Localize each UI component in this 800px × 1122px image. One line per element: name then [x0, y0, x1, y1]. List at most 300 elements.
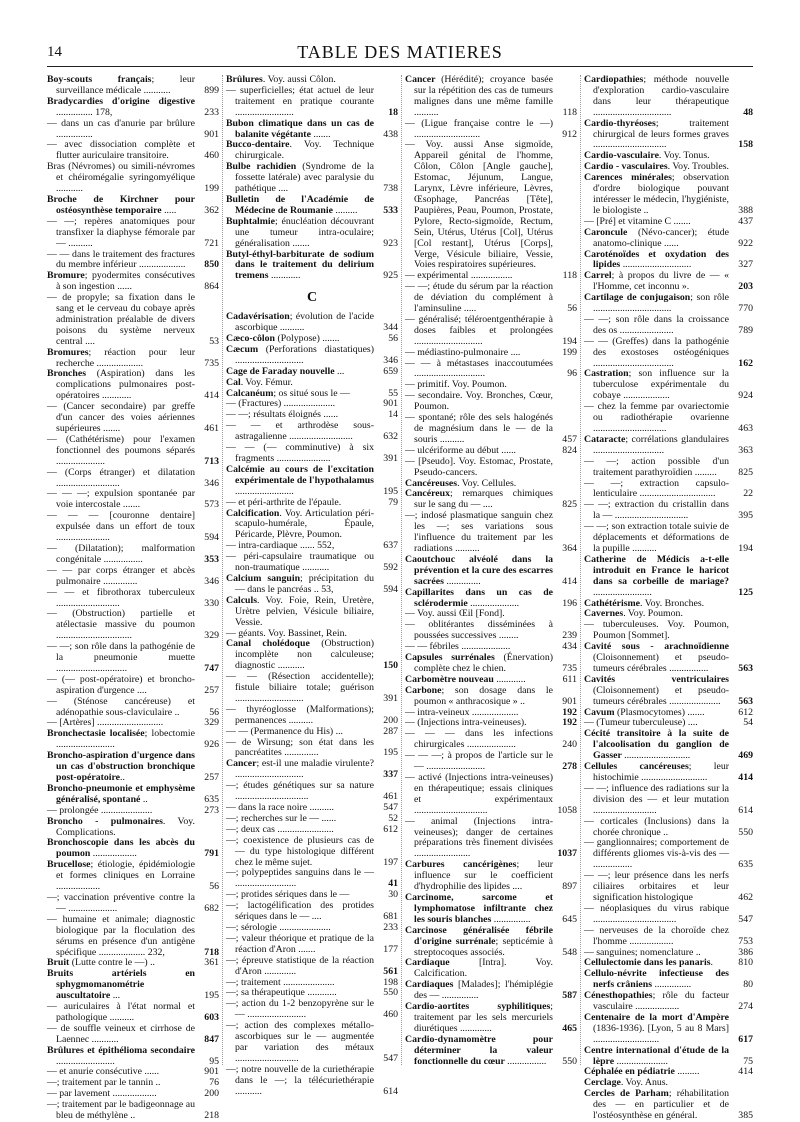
index-entry-page: 195	[383, 485, 398, 497]
index-entry	[226, 639, 398, 672]
index-entry-text: — (Obstruction) partielle et atélectasie massive du poumon ...............................	[47, 608, 195, 642]
index-entry-page: 75	[743, 1055, 753, 1067]
index-entry-text: — (Dilatation); malformation congénitale ................	[47, 542, 195, 565]
index-entry-text: Cal. Voy. Fémur.	[226, 376, 293, 388]
index-entry	[47, 751, 219, 784]
index-entry-text: Bronchoscopie dans les abcès du poumon ..................	[47, 837, 195, 860]
index-entry-text: Céphalée en pédiatrie .........	[584, 1066, 700, 1078]
index-entry	[584, 1046, 753, 1068]
index-entry	[226, 250, 398, 283]
index-entry	[584, 620, 753, 642]
index-entry	[584, 675, 753, 708]
index-entry	[584, 926, 753, 948]
index-entry-page: 547	[383, 1052, 398, 1064]
index-entry-page: 55	[388, 387, 398, 399]
index-entry	[226, 465, 398, 498]
index-entry-text: — (Fractures) .....................	[226, 398, 336, 410]
index-entry-text: Centre international d'étude de la lèpre .....................	[584, 1044, 729, 1067]
index-entry-text: —; protides sériques dans le —	[226, 889, 350, 901]
index-column-3	[405, 75, 577, 1065]
index-entry	[226, 119, 398, 141]
index-entry	[226, 140, 398, 162]
index-entry	[405, 391, 577, 413]
index-entry-page: 635	[738, 859, 753, 871]
index-entry-page: 789	[738, 324, 753, 336]
index-entry-text: —; études génétiques sur sa nature ..............................	[226, 780, 374, 803]
index-entry	[584, 75, 753, 119]
index-entry-text: Cardio-vasculaire. Voy. Tonus.	[584, 150, 710, 162]
index-entry-text: Cardio-aortites syphilitiques; traitement par les sels mercuriels diurétiques .............	[405, 1001, 553, 1034]
index-entry-page: 76	[209, 1077, 219, 1089]
index-entry-page: 547	[738, 913, 753, 925]
index-entry-text: Cavum (Plasmocytomes) .......	[584, 706, 705, 718]
index-entry-page: 901	[204, 1066, 219, 1078]
index-entry-text: Cécité transitoire à la suite de l'alcoolisation du ganglion de Gasser ...........................	[584, 728, 729, 762]
index-entry-text: Cancer (Hérédité); croyance basée sur la répétition des cas de tumeurs malignes dans une même famille ..........	[405, 74, 553, 118]
index-entry	[47, 369, 219, 402]
index-entry	[584, 555, 753, 599]
index-entry-page: 52	[388, 812, 398, 824]
column-separator	[580, 75, 582, 1065]
index-entry-text: — ganglionnaires; comportement de différents gliomes vis-à-vis des — ................	[584, 837, 729, 871]
index-entry-text: Carbures cancérigènes; leur influence sur le coefficient d'hydrophilie des lipides ....	[405, 859, 553, 893]
index-entry-page: 162	[738, 357, 753, 369]
index-entry	[226, 781, 398, 803]
index-entry-page: 14	[388, 409, 398, 421]
index-entry	[584, 402, 753, 435]
index-entry	[47, 271, 219, 293]
index-entry-text: —; indosé plasmatique sanguin chez les —; ses variations sous l'influence du traitement par les radiations ..........	[405, 510, 553, 554]
index-entry	[47, 893, 219, 915]
index-entry	[405, 555, 577, 588]
index-entry-text: — —; leur présence dans les nerfs ciliaires orbitaires et leur signification histologique	[584, 870, 729, 903]
index-entry-page: 926	[204, 739, 219, 751]
index-entry-page: 533	[383, 204, 398, 216]
index-entry	[47, 402, 219, 435]
index-entry-page: 810	[738, 957, 753, 969]
index-entry-text: — dans la race noire ..........	[226, 802, 335, 813]
index-entry	[405, 489, 577, 511]
index-entry-text: Cardio - vasculaires. Voy. Troubles.	[584, 161, 729, 173]
index-entry-text: Brûlures et épithélioma secondaire ........................	[47, 1044, 195, 1067]
index-entry-page: 721	[204, 237, 219, 249]
index-entry	[226, 217, 398, 250]
index-entry-text: —; action des complexes métallo-ascorbiques sur le — augmentée par variation des métaux ..........................	[226, 1020, 374, 1064]
index-entry-text: — — à métastases inaccoutumées .............................	[405, 357, 553, 380]
index-entry-text: — néoplasiques du virus rabique ..................................	[584, 902, 729, 925]
index-entry-page: 587	[562, 990, 577, 1002]
index-entry-text: — — — [couronne dentaire] expulsée dans un effort de toux ......................	[47, 510, 195, 544]
index-entry-page: 330	[204, 597, 219, 609]
index-entry	[47, 1100, 219, 1122]
index-entry-page: 460	[204, 150, 219, 162]
index-entry-page: 364	[562, 542, 577, 554]
index-entry-page: 56	[209, 706, 219, 718]
index-entry	[47, 489, 219, 511]
index-entry	[405, 817, 577, 861]
index-entry	[226, 836, 398, 869]
index-entry-page: 287	[383, 725, 398, 737]
index-entry-text: Broncho-aspiration d'urgence dans un cas d'obstruction bronchique post-opératoire..	[47, 750, 195, 783]
index-entry-page: 327	[738, 259, 753, 271]
index-entry-text: Carbone; son dosage dans le poumon « anthracosique » ..	[405, 684, 553, 707]
index-entry-page: 791	[204, 848, 219, 860]
index-entry-page: 573	[204, 499, 219, 511]
index-entry-page: 414	[562, 575, 577, 587]
index-entry	[47, 697, 219, 719]
index-entry-page: 239	[562, 630, 577, 642]
index-entry-text: Cancéreuses. Voy. Cellules.	[405, 477, 517, 489]
index-entry-text: — —; son extraction totale suivie de déplacements et déformations de la pupille ..........	[584, 521, 729, 554]
index-entry-page: 912	[562, 128, 577, 140]
index-entry	[584, 271, 753, 293]
index-entry-page: 198	[383, 976, 398, 988]
index-entry-text: Bulletin de l'Académie de Médecine de Roumanie .........	[226, 193, 374, 216]
index-entry-text: Carbomètre nouveau ............	[405, 673, 526, 685]
index-entry-text: Calcanéum; os situé sous le —	[226, 387, 350, 399]
index-entry-page: 195	[383, 747, 398, 759]
index-entry-page: 196	[562, 597, 577, 609]
index-entry-page: 897	[562, 881, 577, 893]
index-entry-text: — activé (Injections intra-veineuses) en thérapeutique; essais cliniques et expérimentaux ..............................	[405, 772, 553, 816]
index-entry-page: 550	[383, 987, 398, 999]
index-entry-page: 563	[738, 695, 753, 707]
index-entry	[47, 250, 219, 272]
index-entry-text: Bromures; réaction pour leur recherche ...................	[47, 346, 195, 369]
index-entry-text: Cardiopathies; méthode nouvelle d'exploration cardio-vasculaire dans leur thérapeutique ................................	[584, 74, 729, 118]
index-entry-text: —; sérologie .....................	[226, 921, 331, 933]
index-entry	[47, 1002, 219, 1024]
index-entry-page: 847	[204, 1033, 219, 1045]
index-entry-text: — spontané; rôle des sels halogénés de magnésium dans le — de la souris ..........	[405, 412, 553, 445]
index-entry-text: — — et fibrothorax tuberculeux ..........................	[47, 586, 195, 609]
index-entry-text: — — par corps étranger et abcès pulmonaire ..............	[47, 564, 195, 587]
index-entry-text: Caoutchouc alvéolé dans la prévention et la cure des escarres sacrées ..............	[405, 553, 553, 587]
index-entry-page: 682	[204, 902, 219, 914]
index-entry-text: — (Tumeur tuberculeuse) ....	[584, 717, 698, 729]
index-entry-page: 56	[388, 333, 398, 345]
index-entry-text: Calcification. Voy. Articulation péri-scapulo-humérale, Épaule, Péricarde, Plèvre, Poumon.	[226, 507, 374, 541]
index-entry-text: Bronchectasie localisée; lobectomie ........................	[47, 728, 195, 751]
index-entry	[47, 969, 219, 1002]
index-entry-page: 461	[204, 423, 219, 434]
index-entry-text: Cellulo-névrite infectieuse des nerfs crâniens ...............	[584, 968, 729, 991]
index-entry-page: 329	[204, 717, 219, 729]
index-entry	[47, 729, 219, 751]
index-entry-text: Cellulectomie dans les panaris.	[584, 957, 713, 969]
index-entry-text: Bras (Névromes) ou simili-névromes et chéiromégalie syringomyélique ...........	[47, 161, 195, 195]
index-entry-page: 53	[209, 335, 219, 347]
index-entry-text: — généralisé; téléroentgenthérapie à doses faibles et prolongées ............................	[405, 313, 553, 347]
index-entry-page: 274	[738, 1001, 753, 1013]
index-entry-text: Caroncule (Névo-cancer); étude anatomo-clinique ......	[584, 226, 730, 249]
index-entry-page: 118	[562, 106, 577, 118]
index-entry-text: — humaine et animale; diagnostic biologique par la floculation des sérums en présence d'un antigène spécifique ................... 232,	[47, 913, 195, 958]
index-entry	[47, 675, 219, 697]
index-entry-page: 924	[738, 390, 753, 402]
index-entry-page: 463	[738, 423, 753, 434]
index-entry-page: 611	[562, 673, 577, 685]
index-entry-page: 635	[204, 793, 219, 805]
index-entry-page: 344	[383, 322, 398, 334]
index-entry-text: — —; influence des radiations sur la division des — et leur mutation ..........................	[584, 782, 729, 816]
index-entry	[47, 468, 219, 490]
index-entry-page: 414	[204, 390, 219, 402]
index-entry	[226, 901, 398, 923]
index-entry-page: 158	[738, 139, 753, 151]
index-entry	[47, 1046, 219, 1068]
index-entry-text: — Voy. aussi Œil [Fond].	[405, 608, 505, 620]
index-entry-text: — — dans le traitement des fractures du membre inférieur ...................	[47, 248, 195, 271]
index-entry-page: 864	[204, 281, 219, 293]
index-entry-text: — thyréoglosse (Malformations); permanences ..........	[226, 703, 374, 726]
index-entry-text: Caroténoïdes et oxydation des lipides ............................	[584, 248, 729, 271]
index-entry-page: 825	[738, 466, 753, 478]
index-entry-text: — de souffle veineux et cirrhose de Laennec ...........	[47, 1022, 195, 1045]
index-entry	[226, 312, 398, 334]
index-entry-text: — [Pré] et vitamine C .......	[584, 215, 691, 227]
index-entry-text: Cercles de Parham; réhabilitation des — en particulier et de l'ostéosynthèse en général.	[584, 1088, 729, 1122]
index-entry	[226, 574, 398, 596]
index-entry-page: 461	[383, 791, 398, 803]
index-entry	[405, 457, 577, 479]
index-entry	[226, 596, 398, 629]
index-entry-page: 1058	[557, 804, 577, 816]
index-entry	[47, 293, 219, 348]
index-entry-text: — [Artères] ...........................	[47, 717, 164, 729]
index-entry	[584, 784, 753, 817]
index-entry	[47, 195, 219, 217]
index-entry	[47, 140, 219, 162]
index-entry-text: — —; son rôle dans la croissance des os ......................	[584, 313, 729, 336]
index-entry-text: —; notre nouvelle de la curiethérapie dans le —; la télécuriethérapie ...........	[226, 1063, 374, 1097]
index-entry-text: — (Cancer secondaire) par greffe d'un cancer des voies aériennes supérieures .......	[47, 401, 195, 434]
index-entry-page: 901	[562, 695, 577, 707]
index-entry-page: 95	[209, 1055, 219, 1067]
index-entry-text: Cage de Faraday nouvelle ...	[226, 365, 345, 377]
index-entry	[584, 642, 753, 675]
index-entry	[47, 860, 219, 893]
index-entry-text: — avec dissociation complète et flutter auriculaire transitoire.	[47, 139, 195, 162]
index-entry-page: 257	[204, 772, 219, 783]
index-columns	[47, 74, 753, 1122]
index-entry	[226, 759, 398, 781]
index-entry	[584, 969, 753, 991]
index-entry-text: —; épreuve statistique de la réaction d'Aron .............	[226, 954, 374, 977]
index-entry-text: Cerclage. Voy. Anus.	[584, 1077, 668, 1089]
index-entry	[584, 337, 753, 370]
index-entry-text: —; traitement par le badigeonnage au bleu de méthylène ..	[47, 1099, 195, 1122]
index-entry-text: — intra-veineux ...................	[405, 706, 519, 718]
index-entry	[405, 620, 577, 642]
index-entry-text: Cardiaques [Malades]; l'hémiplégie des — ...............	[405, 979, 553, 1002]
index-entry	[226, 738, 398, 760]
index-entry-text: Cancer; est-il une maladie virulente? ............................	[226, 758, 374, 781]
index-entry-text: —; deux cas .......................	[226, 823, 334, 835]
index-entry-page: 388	[738, 204, 753, 216]
index-entry-page: 414	[738, 772, 753, 783]
index-entry-text: Carences minérales; observation d'ordre biologique pouvant intéresser le médecin, l'hygiéniste, le biologiste ..	[584, 172, 729, 216]
index-entry-text: — —; extraction capsulo-lenticulaire ...............................	[584, 477, 729, 500]
index-entry-page: 735	[562, 662, 577, 674]
index-entry-text: — auriculaires à l'état normal et pathologique ..........	[47, 1001, 195, 1023]
index-entry	[47, 915, 219, 959]
index-entry-page: 200	[383, 714, 398, 726]
index-entry-page: 550	[562, 1055, 577, 1067]
index-entry-page: 391	[383, 692, 398, 704]
index-entry-text: — —; extraction du cristallin dans la — ..............................	[584, 499, 729, 522]
index-entry-text: — oblitérantes disséminées à poussées successives ........	[405, 619, 553, 642]
index-entry-page: 278	[562, 761, 577, 773]
index-entry-page: 548	[562, 946, 577, 958]
index-entry-page: 614	[738, 804, 753, 816]
index-entry	[47, 511, 219, 544]
index-column-1	[47, 74, 219, 1122]
index-entry	[405, 926, 577, 959]
index-entry-page: 563	[738, 662, 753, 674]
index-entry-page: 240	[562, 739, 577, 751]
index-entry	[584, 838, 753, 871]
index-entry	[584, 904, 753, 926]
index-entry-page: 233	[204, 106, 219, 118]
index-entry-text: —; traitement par le tannin ..	[47, 1077, 161, 1089]
index-entry-page: 195	[204, 990, 219, 1002]
index-entry-text: Carcinome, sarcome et lymphomatose infiltrante chez les souris blanches ...............	[405, 891, 553, 925]
index-entry-page: 612	[383, 823, 398, 835]
section-letter: C	[306, 290, 318, 306]
index-entry-page: 681	[383, 911, 398, 923]
index-entry	[226, 934, 398, 956]
column-separator	[401, 75, 403, 1065]
index-entry	[405, 773, 577, 817]
index-entry-text: Capsules surrénales (Énervation) complète chez le chien.	[405, 652, 553, 674]
index-entry-page: 177	[383, 943, 398, 955]
index-entry-text: — nerveuses de la choroïde chez l'homme ..................	[584, 924, 729, 947]
index-entry	[405, 140, 577, 271]
index-entry-page: 18	[388, 106, 398, 118]
index-entry	[405, 860, 577, 893]
index-entry-text: Brucellose; étiologie, épidémiologie et formes cliniques en Lorraine ..................	[47, 859, 195, 893]
index-entry	[405, 588, 577, 610]
index-entry-text: Cæcum (Perforations diastatiques) ............................	[226, 343, 374, 366]
index-entry	[405, 282, 577, 315]
index-entry-text: Bruit (Lutte contre le —) ..	[47, 957, 156, 969]
index-entry	[47, 162, 219, 195]
index-entry-page: 718	[204, 946, 219, 958]
index-entry-page: 603	[204, 1011, 219, 1023]
index-entry-text: — primitif. Voy. Poumon.	[405, 379, 507, 391]
index-entry	[405, 980, 577, 1002]
index-entry	[584, 817, 753, 839]
index-entry	[226, 345, 398, 367]
index-entry	[226, 86, 398, 119]
index-entry	[47, 642, 219, 675]
index-entry-page: 612	[738, 706, 753, 718]
index-entry-text: Bradycardies d'origine digestive ............... 178,	[47, 95, 195, 118]
index-entry-page: 753	[738, 935, 753, 947]
index-entry-text: Cæco-côlon (Polypose) .......	[226, 333, 340, 345]
index-entry-text: — de Wirsung; son état dans les pancréatites ..............	[226, 736, 374, 759]
index-entry	[226, 727, 398, 738]
index-entry-text: — de propyle; sa fixation dans le sang et le cerveau du cobaye après administration préalable de divers poisons du système nerveux central ....	[47, 292, 195, 347]
index-entry-page: 80	[743, 979, 753, 991]
index-entry-page: 273	[204, 804, 219, 816]
index-entry	[226, 672, 398, 705]
index-entry-page: 346	[204, 477, 219, 489]
index-entry-page: 550	[738, 826, 753, 838]
index-entry-text: Cartilage de conjugaison; son rôle ................................	[584, 292, 729, 315]
index-entry	[226, 1065, 398, 1098]
index-entry-page: 233	[383, 921, 398, 933]
index-entry	[405, 751, 577, 773]
index-entry-page: 363	[738, 444, 753, 456]
index-entry-text: Castration; son influence sur la tuberculose expérimentale du cobaye ...................	[584, 368, 729, 402]
index-entry	[47, 784, 219, 806]
index-entry-page: 362	[204, 204, 219, 216]
index-entry-page: 218	[204, 1110, 219, 1122]
index-entry-text: — —; action possible d'un traitement parathyroïdien .........	[584, 455, 729, 478]
index-entry-text: Cénesthopathies; rôle du facteur vasculaire ..................	[584, 990, 729, 1013]
index-entry-page: 901	[204, 128, 219, 140]
index-entry-text: Bubon climatique dans un cas de balanite végétante .......	[226, 117, 374, 140]
index-entry	[405, 1035, 577, 1068]
index-entry-text: Cellules cancéreuses; leur histochimie ...........................	[584, 761, 730, 783]
index-entry	[405, 653, 577, 675]
index-entry-page: 901	[383, 398, 398, 410]
index-entry-page: 547	[383, 802, 398, 813]
index-entry-text: Cardiaque [Intra]. Voy. Calcification.	[405, 957, 553, 980]
index-entry	[405, 958, 577, 980]
index-entry-page: 125	[738, 586, 753, 598]
page-title: TABLE DES MATIERES	[297, 42, 503, 62]
index-entry	[47, 609, 219, 642]
index-entry	[584, 991, 753, 1013]
index-entry-text: Bruits artériels en sphygmomanométrie auscultatoire ...	[47, 968, 195, 1002]
index-entry	[226, 195, 398, 217]
index-entry-text: — —; étude du sérum par la réaction de déviation du complément à l'aminsuline .....	[405, 281, 553, 315]
index-entry-page: 56	[209, 881, 219, 893]
index-entry	[584, 762, 753, 784]
index-entry-page: 738	[383, 183, 398, 195]
index-entry-text: — —; repères anatomiques pour transfixer la diaphyse fémorale par — ..........	[47, 215, 195, 249]
index-entry-text: — secondaire. Voy. Bronches, Cœur, Poumon.	[405, 390, 553, 413]
index-entry	[47, 75, 219, 97]
index-entry	[584, 228, 753, 250]
index-entry	[47, 588, 219, 610]
index-entry	[47, 817, 219, 839]
index-entry	[47, 217, 219, 250]
index-entry-text: — médiastino-pulmonaire ....	[405, 346, 521, 358]
index-entry-text: — (Corps étranger) et dilatation ..........................	[47, 466, 195, 489]
index-entry	[226, 421, 398, 443]
index-entry-page: 465	[562, 1022, 577, 1034]
index-entry-text: Cataracte; corrélations glandulaires .............................	[584, 433, 729, 456]
index-entry	[47, 566, 219, 588]
index-entry-text: —; valeur théorique et pratique de la réaction d'Aron .......	[226, 932, 374, 955]
index-entry-text: —; coexistence de plusieurs cas de — du type histologique différent chez le même sujet.	[226, 834, 374, 868]
index-entry-page: 56	[567, 303, 577, 315]
index-entry-text: — tuberculeuses. Voy. Poumon, Poumon [Sommet].	[584, 619, 729, 642]
index-entry-text: Calcémie au cours de l'excitation expérimentale de l'hypothalamus ........................	[226, 463, 374, 497]
index-entry-page: 79	[388, 496, 398, 508]
index-entry-page: 385	[738, 1110, 753, 1122]
index-entry-page: 192	[562, 717, 577, 729]
index-entry-text: — (Injections intra-veineuses).	[405, 717, 527, 729]
index-entry-page: 617	[738, 1033, 753, 1045]
index-entry	[405, 1002, 577, 1035]
index-entry-text: — —; son rôle dans la pathogénie de la pneumonie muette .............................	[47, 641, 195, 674]
index-entry-text: —; sa thérapeutique ............	[226, 987, 337, 999]
